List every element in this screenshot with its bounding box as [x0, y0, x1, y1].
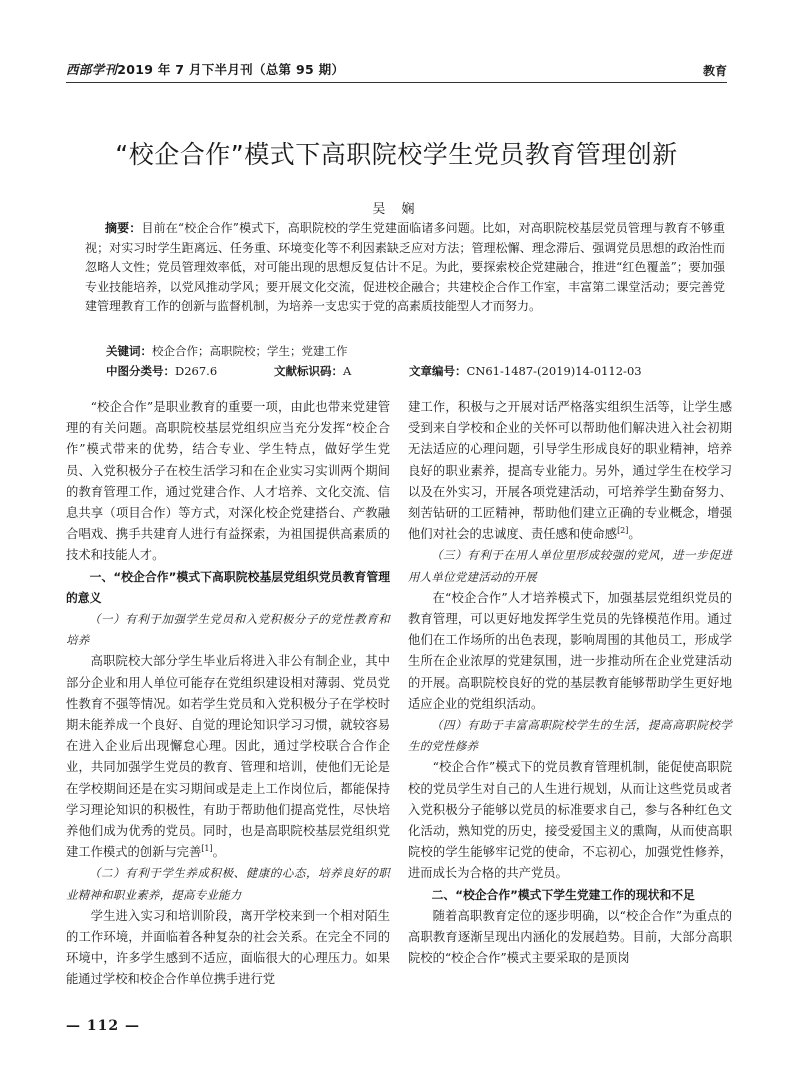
journal-issue: 2019 年 7 月下半月刊（总第 95 期） [117, 62, 345, 77]
doc-code-value: A [343, 364, 352, 378]
abstract [85, 219, 725, 317]
citation: [2] [617, 526, 629, 536]
journal-info [66, 60, 344, 78]
paragraph: 高职院校大部分学生毕业后将进入非公有制企业，其中部分企业和用人单位可能存在党组织建设相对薄弱、党员党性教育不强等情况。如若学生党员和入党积极分子在学校时期未能养成一个良好、自觉的理论知识学习习惯，就较容易在进入企业后出现懈怠心理。因此，通过学校联合合作企业，共同加强学生党员的教育、管理和培训，使他们无论是在学校期间还是在实习期间或是走上工作岗位后，都能保持学习理论知识的积极性，有助于帮助他们提高党性，尽快培养他们成为优秀的党员。同时，也是高职院校基层党组织党建工作模式的创新与完善[1]。 [66, 654, 390, 860]
codes-row [106, 361, 746, 381]
section-label: 教育 [702, 64, 727, 78]
running-header [66, 56, 727, 83]
subsection-heading: （二）有利于学生养成积极、健康的心态，培养良好的职业精神和职业素养，提高专业能力 [66, 866, 390, 902]
subsection-heading: （三）有利于在用人单位里形成较强的党风，进一步促进用人单位党建活动的开展 [408, 548, 732, 584]
keywords-label: 关键词： [106, 344, 152, 358]
doc-code-label: 文献标识码： [274, 364, 343, 378]
article-meta [106, 341, 746, 381]
paragraph: 建工作，积极与之开展对话严格落实组织生活等，让学生感受到来自学校和企业的关怀可以帮助他们解决进入社会初期无法适应的心理问题，引导学生形成良好的职业精神，培养良好的职业素养，提高专业能力。另外，通过学生在校学习以及在外实习，开展各项党建活动，可培养学生勤奋努力、刻苦钻研的工匠精神，帮助他们建立正确的专业概念，增强他们对社会的忠诚度、责任感和使命感[2]。 [408, 400, 732, 542]
abstract-text: 目前在“校企合作”模式下，高职院校的学生党建面临诸多问题。比如，对高职院校基层党员管理与教育不够重视；对实习时学生距离远、任务重、环境变化等不利因素缺乏应对方法；管理松懈、理念滞后、强调党员思想的政治性而忽略人文性；党员管理效率低，对可能出现的思想反复估计不足。为此，要探索校企党建融合，推进“红色覆盖”；要加强专业技能培养，以党风推动学风；要开展文化交流，促进校企融合；共建校企合作工作室，丰富第二课堂活动；要完善党建管理教育工作的创新与监督机制，为培养一支忠实于党的高素质技能型人才而努力。 [85, 221, 725, 313]
classification-label: 中图分类号： [106, 364, 175, 378]
keywords-text: 校企合作；高职院校；学生；党建工作 [152, 344, 348, 358]
citation: [1] [201, 844, 213, 854]
section-heading: 二、“校企合作”模式下学生党建工作的现状和不足 [431, 887, 695, 902]
paragraph: 学生进入实习和培训阶段，离开学校来到一个相对陌生的工作环境，并面临着各种复杂的社会关系。在完全不同的环境中，许多学生感到不适应，面临很大的心理压力。如果能通过学校和校企合作单位携手进行党 [66, 908, 390, 987]
paragraph: “校企合作”是职业教育的重要一项，由此也带来党建管理的有关问题。高职院校基层党组织应当充分发挥“校企合作”模式带来的优势，结合专业、学生特点，做好学生党员、入党积极分子在校生活学习和在企业实习实训两个期间的教育管理工作，通过党建合作、人才培养、文化交流、信息共享（项目合作）等方式，对深化校企党建搭台、产教融合唱戏、携手共建育人进行有益探索，为祖国提供高素质的技术和技能人才。 [66, 400, 390, 563]
subsection-heading: （四）有助于丰富高职院校学生的生活，提高高职院校学生的党性修养 [408, 718, 732, 754]
article-title: “校企合作”模式下高职院校学生党员教育管理创新 [115, 140, 678, 169]
keywords-row [106, 341, 746, 361]
abstract-label: 摘要： [105, 221, 142, 235]
classification-value: D267.6 [175, 364, 218, 378]
paragraph: 在“校企合作”人才培养模式下，加强基层党组织党员的教育管理，可以更好地发挥学生党员的先锋模范作用。通过他们在工作场所的出色表现，影响周围的其他员工，形成学生所在企业浓厚的党建氛围，进一步推动所在企业党建活动的开展。高职院校良好的党的基层教育能够帮助学生更好地适应企业的党组织活动。 [408, 590, 732, 711]
body-column-left [66, 397, 390, 991]
paragraph: “校企合作”模式下的党员教育管理机制，能促使高职院校的党员学生对自己的人生进行规划，从而让这些党员或者入党积极分子能够以党员的标准要求自己，参与各种红色文化活动，熟知党的历史，接受爱国主义的熏陶，从而使高职院校的学生能够牢记党的使命，不忘初心，加强党性修养，进而成长为合格的共产党员。 [408, 760, 732, 881]
author-name: 吴 娴 [372, 202, 421, 217]
page-number: — 112 — [66, 1018, 140, 1034]
article-no-label: 文章编号： [409, 364, 467, 378]
section-heading: 一、“校企合作”模式下高职院校基层党组织党员教育管理的意义 [66, 569, 390, 605]
body-column-right [408, 397, 732, 969]
journal-name: 西部学刊 [66, 62, 118, 77]
subsection-heading: （一）有利于加强学生党员和入党积极分子的党性教育和培养 [66, 612, 390, 648]
article-no-value: CN61-1487-(2019)14-0112-03 [466, 364, 642, 378]
paragraph: 随着高职教育定位的逐步明确，以“校企合作”为重点的高职教育逐渐呈现出内涵化的发展趋势。目前，大部分高职院校的“校企合作”模式主要采取的是顶岗 [408, 908, 732, 966]
